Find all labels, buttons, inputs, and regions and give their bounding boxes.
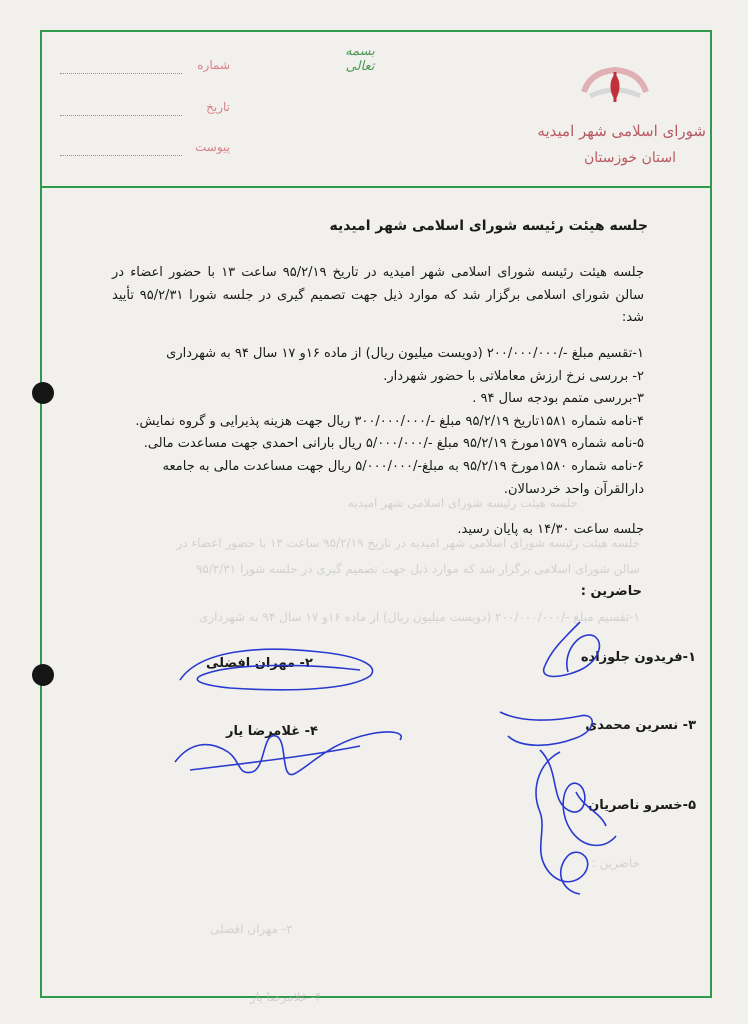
intro-text: جلسه هیئت رئیسه شورای اسلامی شهر امیدیه در تاریخ ۹۵/۲/۱۹ ساعت ۱۳ با حضور اعضاء در سالن شورای اسلامی برگزار شد که موارد ذیل جهت تصمیم گیری در جلسه شورا ۹۵/۲/۳۱ تأیید شد: bbox=[112, 265, 645, 325]
signature-yar bbox=[170, 712, 410, 792]
intro-paragraph bbox=[112, 262, 644, 330]
signature-mohammadi bbox=[520, 740, 640, 860]
attendee-name: ۱-فریدون جلوزاده bbox=[580, 650, 696, 665]
attendee-name: ۲- مهران افضلی bbox=[206, 656, 313, 671]
iran-emblem-icon bbox=[580, 62, 650, 106]
bleed-through-line: ۴- غلامرضا یار bbox=[250, 990, 322, 1004]
agenda-item: دارالقرآن واحد خردسالان. bbox=[503, 481, 644, 497]
attachment-label: پیوست bbox=[195, 140, 230, 154]
agenda-item: ۱-تقسیم مبلغ -/۲۰۰/۰۰۰/۰۰۰ (دویست میلیون ریال) از ماده ۱۶و ۱۷ سال ۹۴ به شهرداری bbox=[166, 346, 644, 361]
province-name: استان خوزستان bbox=[584, 150, 676, 166]
signature-afzali bbox=[170, 640, 390, 700]
attachment-field bbox=[60, 140, 230, 160]
bleed-through-line: سالن شورای اسلامی برگزار شد که موارد ذیل جهت تصمیم گیری در جلسه شورا ۹۵/۲/۳۱ bbox=[195, 562, 640, 576]
bleed-through-line: ۲- مهران افضلی bbox=[210, 922, 293, 936]
agenda-item: ۶-نامه شماره ۱۵۸۰مورخ ۹۵/۲/۱۹ به مبلغ-/۵/۰۰۰/۰۰۰ ریال جهت مساعدت مالی به جامعه bbox=[162, 458, 644, 474]
bleed-through-line: حاضرین : bbox=[591, 856, 640, 870]
bleed-through-line: جلسه هیئت رئیسه شورای اسلامی شهر امیدیه در تاریخ ۹۵/۲/۱۹ ساعت ۱۳ با حضور اعضاء در bbox=[176, 536, 640, 550]
punch-hole-top bbox=[32, 382, 54, 404]
attendees-label: حاضرین : bbox=[580, 584, 642, 599]
document-title: جلسه هیئت رئیسه شورای اسلامی شهر امیدیه bbox=[329, 218, 648, 234]
header-divider bbox=[40, 186, 712, 188]
organization-name: شورای اسلامی شهر امیدیه bbox=[537, 122, 706, 140]
date-field bbox=[60, 100, 230, 120]
agenda-item: ۴-نامه شماره ۱۵۸۱تاریخ ۹۵/۲/۱۹ مبلغ -/۳۰۰/۰۰۰/۰۰۰ ریال جهت هزینه پذیرایی و گروه نمایش. bbox=[135, 413, 644, 429]
attendee-name: ۳- نسرین محمدی bbox=[585, 718, 696, 733]
attendee-name: ۵-خسرو ناصریان bbox=[588, 798, 696, 813]
bismillah-text: بسمه تعالی bbox=[345, 44, 375, 74]
bleed-through-title: جلسه هیئت رئیسه شورای اسلامی شهر امیدیه bbox=[347, 496, 578, 510]
agenda-item: ۲- بررسی نرخ ارزش معاملاتی با حضور شهردار. bbox=[383, 368, 644, 384]
closing-line: جلسه ساعت ۱۴/۳۰ به پایان رسید. bbox=[457, 522, 644, 537]
agenda-item: ۳-بررسی متمم بودجه سال ۹۴ . bbox=[472, 391, 644, 407]
attendee-name: ۴- غلامرضا یار bbox=[226, 724, 318, 739]
number-label: شماره bbox=[197, 58, 230, 72]
date-label: تاریخ bbox=[206, 100, 230, 114]
agenda-item: ۵-نامه شماره ۱۵۷۹مورخ ۹۵/۲/۱۹ مبلغ -/۵/۰۰۰/۰۰۰ ریال بارانی احمدی جهت مساعدت مالی. bbox=[143, 436, 644, 452]
punch-hole-bottom bbox=[32, 664, 54, 686]
agenda-list bbox=[112, 343, 644, 501]
bleed-through-line: ۱-تقسیم مبلغ -/۲۰۰/۰۰۰/۰۰۰ (دویست میلیون ریال) از ماده ۱۶و ۱۷ سال ۹۴ به شهرداری bbox=[198, 610, 640, 624]
number-field bbox=[60, 58, 230, 78]
